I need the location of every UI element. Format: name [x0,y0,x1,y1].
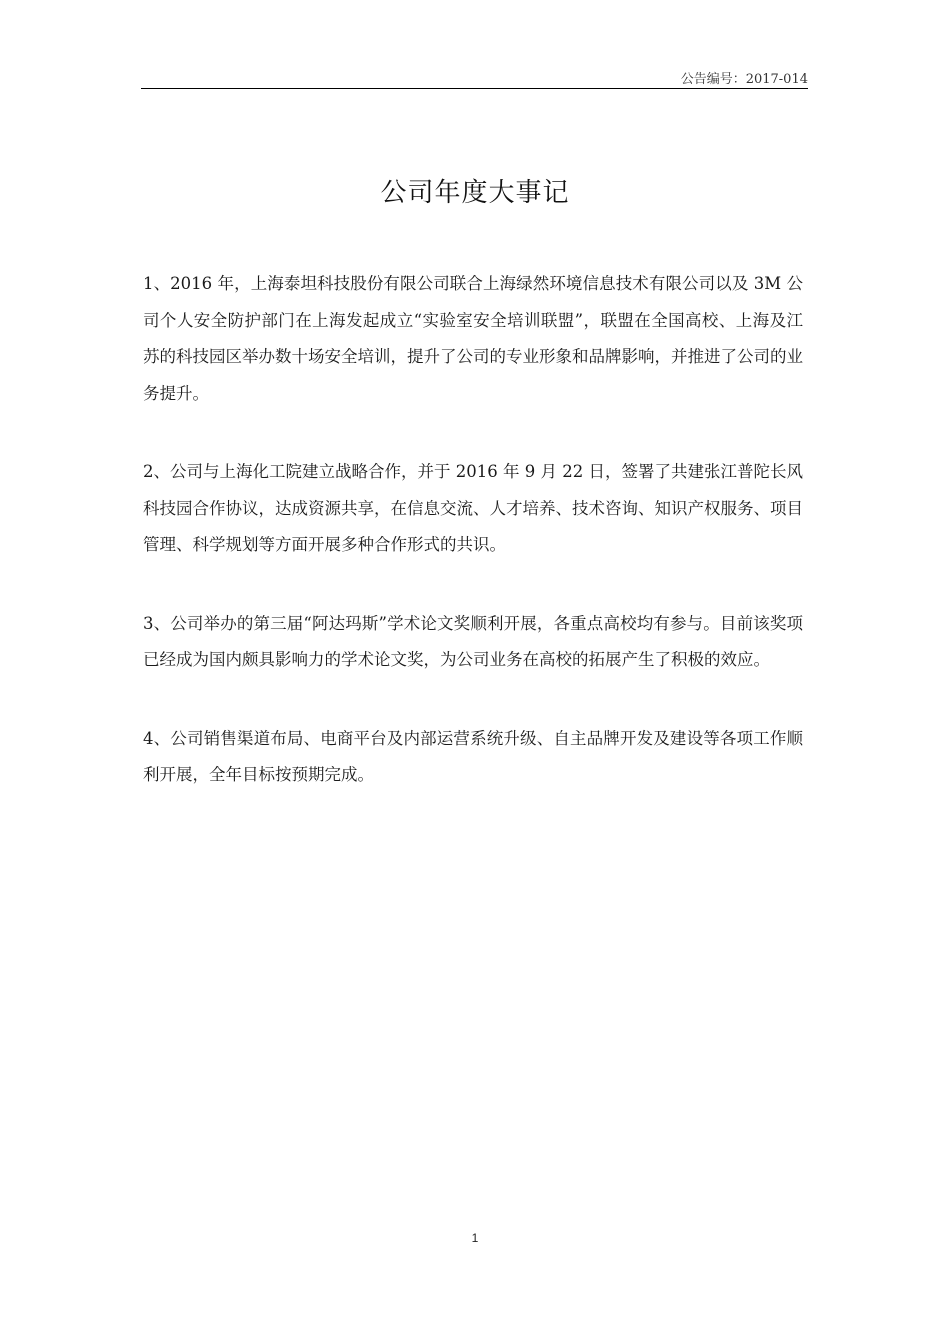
paragraph-2: 2、公司与上海化工院建立战略合作，并于 2016 年 9 月 22 日，签署了共建张江普陀长风科技园合作协议，达成资源共享，在信息交流、人才培养、技术咨询、知识产权服务、项目管理、科学规划等方面开展多种合作形式的共识。 [143,462,803,554]
header-rule [141,88,808,89]
page-number: 1 [471,1231,479,1245]
paragraph-4: 4、公司销售渠道布局、电商平台及内部运营系统升级、自主品牌开发及建设等各项工作顺利开展，全年目标按预期完成。 [143,728,803,784]
header-announcement-code: 公告编号：2017-014 [680,72,808,87]
document-title: 公司年度大事记 [380,178,570,208]
paragraph-3: 3、公司举办的第三届“阿达玛斯”学术论文奖顺利开展，各重点高校均有参与。目前该奖项已经成为国内颇具影响力的学术论文奖，为公司业务在高校的拓展产生了积极的效应。 [143,613,803,669]
paragraph-1: 1、2016 年，上海泰坦科技股份有限公司联合上海绿然环境信息技术有限公司以及 3M 公司个人安全防护部门在上海发起成立“实验室安全培训联盟”，联盟在全国高校、上海及江苏的科技园区举办数十场安全培训，提升了公司的专业形象和品牌影响，并推进了公司的业务提升。 [143,274,803,403]
document-body [143,266,803,836]
